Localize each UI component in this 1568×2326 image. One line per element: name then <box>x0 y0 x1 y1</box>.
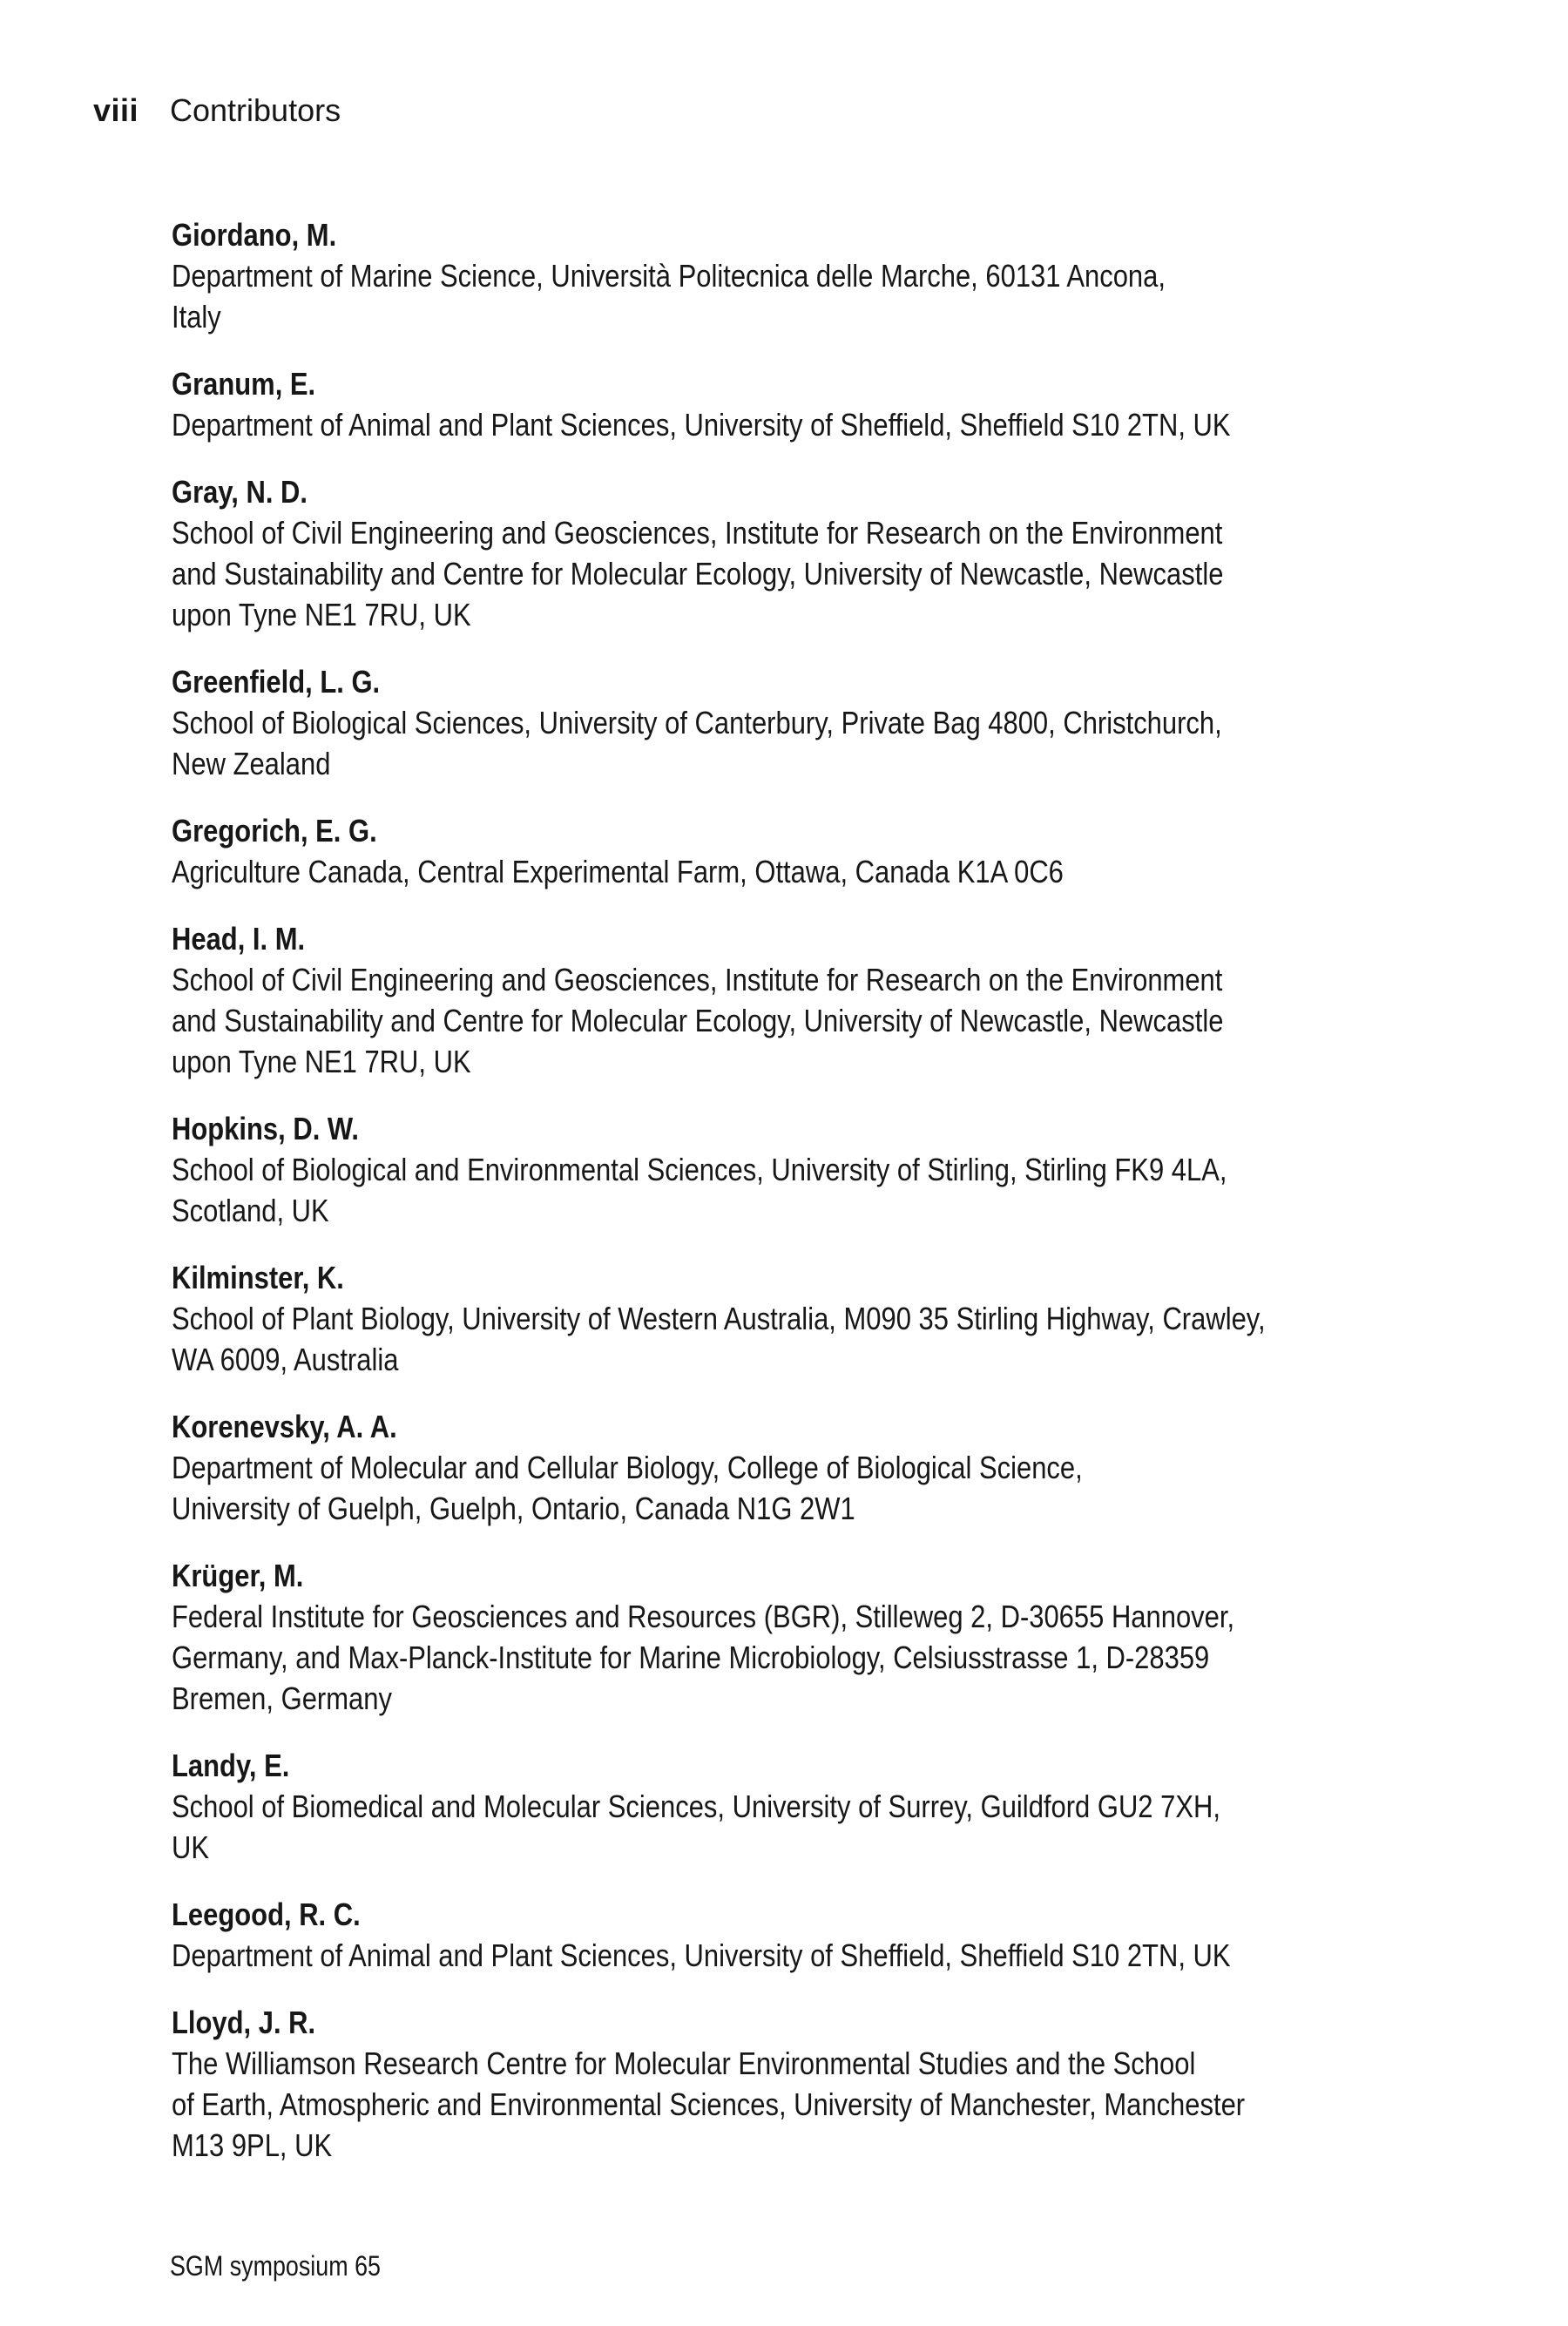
contributor-entry <box>172 661 1531 784</box>
affiliation-line: Department of Animal and Plant Sciences, University of Sheffield, Sheffield S10 2TN, UK <box>172 1937 1231 1973</box>
footer-imprint: SGM symposium 65 <box>170 2250 381 2282</box>
affiliation-line: upon Tyne NE1 7RU, UK <box>172 1044 471 1079</box>
affiliation <box>172 959 1531 1082</box>
affiliation <box>172 1149 1531 1231</box>
contributor-entry <box>172 1555 1531 1719</box>
contributor-entry <box>172 2002 1531 2166</box>
contributor-name: Leegood, R. C. <box>172 1897 361 1932</box>
affiliation-line: Department of Animal and Plant Sciences, University of Sheffield, Sheffield S10 2TN, UK <box>172 407 1231 443</box>
contributor-entry <box>172 471 1531 635</box>
affiliation <box>172 255 1531 337</box>
affiliation <box>172 2043 1531 2166</box>
affiliation-line: of Earth, Atmospheric and Environmental Sciences, University of Manchester, Manchester <box>172 2086 1246 2122</box>
affiliation-line: School of Plant Biology, University of Western Australia, M090 35 Stirling Highway, Crawley, <box>172 1301 1266 1336</box>
contributor-entry <box>172 918 1531 1082</box>
affiliation <box>172 851 1531 892</box>
contributor-name: Landy, E. <box>172 1748 290 1783</box>
affiliation-line: and Sustainability and Centre for Molecular Ecology, University of Newcastle, Newcastle <box>172 1003 1224 1038</box>
affiliation-line: and Sustainability and Centre for Molecular Ecology, University of Newcastle, Newcastle <box>172 556 1224 592</box>
affiliation-line: Department of Molecular and Cellular Biology, College of Biological Science, <box>172 1450 1083 1485</box>
contributor-name: Gregorich, E. G. <box>172 813 377 849</box>
contributor-name: Head, I. M. <box>172 921 306 957</box>
affiliation <box>172 1935 1531 1976</box>
affiliation-line: Bremen, Germany <box>172 1680 392 1716</box>
affiliation <box>172 1596 1531 1719</box>
affiliation <box>172 404 1531 445</box>
affiliation-line: School of Biomedical and Molecular Sciences, University of Surrey, Guildford GU2 7XH, <box>172 1788 1220 1824</box>
affiliation <box>172 1298 1531 1380</box>
affiliation-line: Scotland, UK <box>172 1193 329 1228</box>
affiliation <box>172 1786 1531 1868</box>
contributor-name: Granum, E. <box>172 366 316 402</box>
affiliation-line: upon Tyne NE1 7RU, UK <box>172 597 471 632</box>
affiliation-line: School of Biological and Environmental Sciences, University of Stirling, Stirling FK9 4LA, <box>172 1152 1227 1187</box>
contributor-entry <box>172 1745 1531 1868</box>
affiliation-line: Italy <box>172 299 221 335</box>
contributor-name: Hopkins, D. W. <box>172 1111 360 1146</box>
contributor-entry <box>172 363 1531 445</box>
contributor-entry <box>172 810 1531 892</box>
affiliation-line: School of Civil Engineering and Geosciences, Institute for Research on the Environment <box>172 515 1223 551</box>
affiliation-line: M13 9PL, UK <box>172 2127 333 2163</box>
contributor-name: Krüger, M. <box>172 1558 304 1593</box>
contributor-name: Giordano, M. <box>172 217 337 253</box>
contributor-name: Greenfield, L. G. <box>172 664 381 700</box>
contributor-entry <box>172 1406 1531 1529</box>
affiliation-line: New Zealand <box>172 746 331 781</box>
contributor-entry <box>172 1257 1531 1380</box>
affiliation <box>172 512 1531 635</box>
contributor-name: Korenevsky, A. A. <box>172 1409 397 1444</box>
contributor-name: Gray, N. D. <box>172 474 308 510</box>
affiliation <box>172 1447 1531 1529</box>
affiliation <box>172 702 1531 784</box>
affiliation-line: WA 6009, Australia <box>172 1342 399 1377</box>
affiliation-line: Germany, and Max-Planck-Institute for Marine Microbiology, Celsiusstrasse 1, D-28359 <box>172 1640 1210 1675</box>
contributor-entry <box>172 1108 1531 1231</box>
contributor-name: Lloyd, J. R. <box>172 2005 316 2040</box>
contributors-list <box>172 214 1531 2192</box>
contributor-entry <box>172 1894 1531 1976</box>
running-head-title: Contributors <box>170 92 341 128</box>
affiliation-line: School of Civil Engineering and Geosciences, Institute for Research on the Environment <box>172 962 1223 997</box>
page-number: viii <box>93 92 139 128</box>
contributor-entry <box>172 214 1531 337</box>
affiliation-line: University of Guelph, Guelph, Ontario, Canada N1G 2W1 <box>172 1491 855 1526</box>
affiliation-line: Agriculture Canada, Central Experimental Farm, Ottawa, Canada K1A 0C6 <box>172 854 1064 889</box>
affiliation-line: School of Biological Sciences, University of Canterbury, Private Bag 4800, Christchurch, <box>172 705 1222 740</box>
affiliation-line: UK <box>172 1829 210 1865</box>
affiliation-line: Federal Institute for Geosciences and Resources (BGR), Stilleweg 2, D-30655 Hannover, <box>172 1599 1235 1634</box>
contributor-name: Kilminster, K. <box>172 1260 344 1295</box>
affiliation-line: Department of Marine Science, Università Politecnica delle Marche, 60131 Ancona, <box>172 258 1166 294</box>
affiliation-line: The Williamson Research Centre for Molecular Environmental Studies and the School <box>172 2045 1196 2081</box>
